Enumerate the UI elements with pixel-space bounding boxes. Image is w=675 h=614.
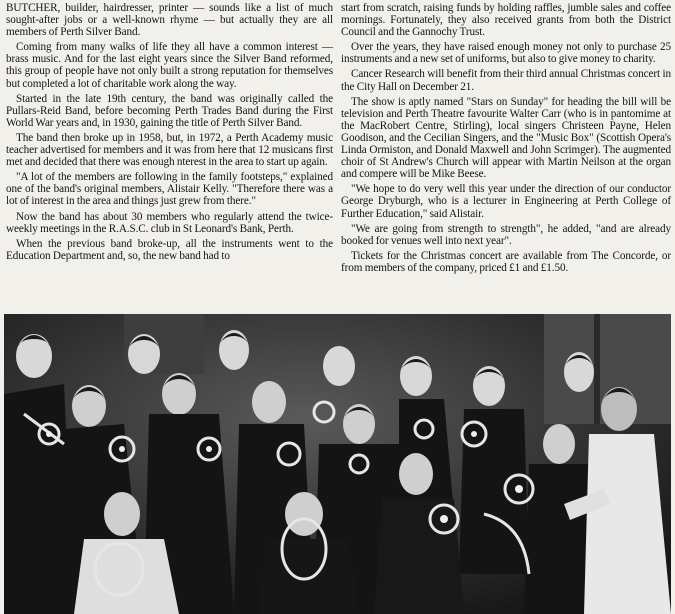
band-photograph	[4, 314, 671, 614]
window-bar	[594, 314, 600, 424]
article-paragraph: When the previous band broke-up, all the instruments went to the Education Department and, so, the new band had to	[6, 237, 333, 262]
article-paragraph: "We hope to do very well this year under the direction of our conductor George Dryburgh, who is a lecturer in Engineering at Perth College of Further Education," said Alistair.	[341, 183, 671, 220]
article-left-column	[6, 2, 333, 265]
article-paragraph: start from scratch, raising funds by holding raffles, jumble sales and coffee mornings. Fortunately, they also received grants from both the District Council and the Gannochy Trust.	[341, 2, 671, 39]
article-paragraph: Started in the late 19th century, the band was originally called the Pullars-Reid Band, before becoming Perth Trades Band during the First World War years and, in 1930, gaining the title of Perth Silver Band.	[6, 92, 333, 129]
article-paragraph: Coming from many walks of life they all have a common interest — brass music. And for the last eight years since the Silver Band reformed, this group of people have not only built a strong reputation for themselves but completed a lot of charitable work along the way.	[6, 41, 333, 90]
article-paragraph: Tickets for the Christmas concert are available from The Concorde, or from members of the company, priced £1 and £1.50.	[341, 249, 671, 274]
article-paragraph: "A lot of the members are following in the family footsteps," explained one of the band's original members, Alistair Kelly. "Therefore there was a lot of interest in the area and things just grew from there."	[6, 171, 333, 208]
article-paragraph: BUTCHER, builder, hairdresser, printer — sounds like a list of much sought-after jobs or a well-known rhyme — but actually they are all members of Perth Silver Band.	[6, 2, 333, 39]
article-paragraph: "We are going from strength to strength", he added, "and are already booked for venues well into next year".	[341, 222, 671, 247]
article-paragraph: Over the years, they have raised enough money not only to purchase 25 instruments and a new set of uniforms, but also to give money to charity.	[341, 41, 671, 66]
article-paragraph: The show is aptly named "Stars on Sunday" for heading the bill will be television and Perth Theatre favourite Walter Carr (who is in pantomime at the MacRobert Centre, Stirling), local singers Christeen Payne, Helen Goodison, and the Cecilian Singers, and the "Music Box" (Scottish Opera's Linda Ormiston, and Donald Maxwell and John Scrimger). The augmented choir of St Andrew's Church will appear with Martin Neilson at the organ and compere will be Mike Beese.	[341, 95, 671, 181]
article-paragraph: Cancer Research will benefit from their third annual Christmas concert in the City Hall on December 21.	[341, 68, 671, 93]
band-photo-image	[4, 314, 671, 614]
article-paragraph: The band then broke up in 1958, but, in 1972, a Perth Academy music teacher advertised for members and it was from here that 12 musicans first met and decided that there was enough nterest in the area to start up again.	[6, 131, 333, 169]
article-right-column	[341, 2, 671, 277]
article-paragraph: Now the band has about 30 members who regularly attend the twice-weekly meetings in the R.A.S.C. club in St Leonard's Bank, Perth.	[6, 210, 333, 235]
